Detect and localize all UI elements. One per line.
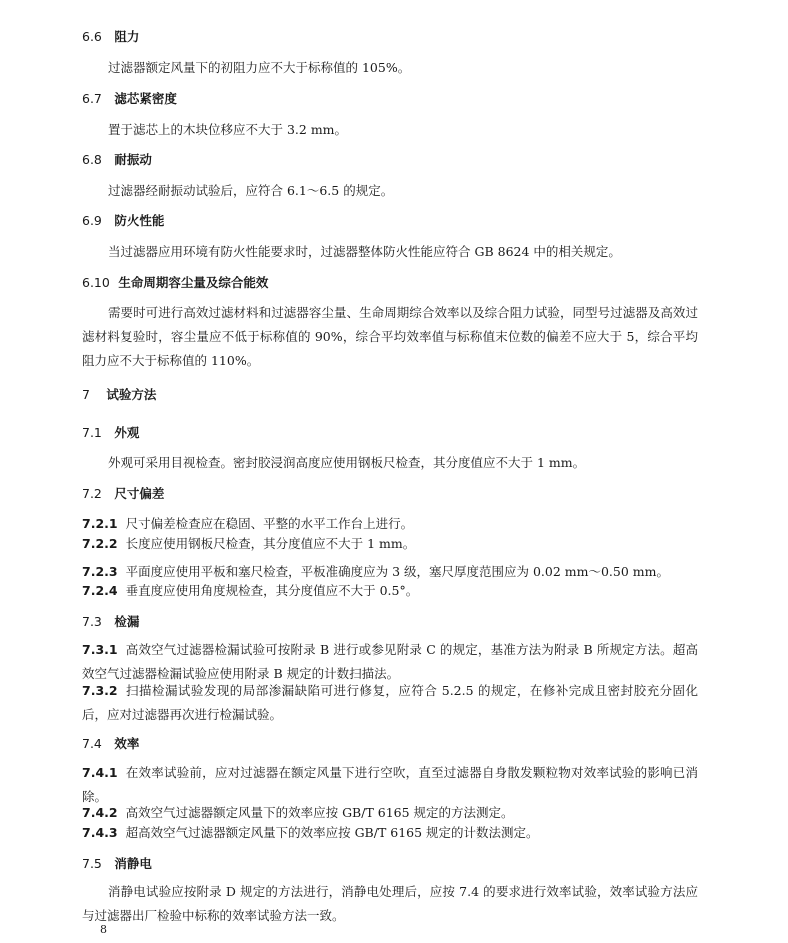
heading-title: 滤芯紧密度 — [114, 91, 177, 106]
heading-title: 生命周期容尘量及综合能效 — [118, 275, 269, 290]
heading-7-1 — [82, 424, 698, 441]
paragraph-6-8: 过滤器经耐振动试验后，应符合 6.1～6.5 的规定。 — [108, 183, 394, 198]
heading-title: 防火性能 — [114, 213, 165, 228]
clause-text: 垂直度应使用角度规检查，其分度值应不大于 0.5°。 — [125, 583, 419, 598]
heading-number: 6.9 — [82, 213, 102, 228]
paragraph-7-5: 消静电试验应按附录 D 规定的方法进行，消静电处理后，应按 7.4 的要求进行效率试验，效率试验方法应与过滤器出厂检验中标称的效率试验方法一致。 — [82, 884, 698, 923]
heading-number: 7 — [82, 387, 90, 402]
heading-6-8 — [82, 151, 698, 168]
heading-title: 消静电 — [114, 856, 152, 871]
heading-title: 阻力 — [114, 29, 140, 44]
heading-number: 6.6 — [82, 29, 102, 44]
heading-6-10 — [82, 274, 698, 291]
clause-7-2-2 — [82, 532, 698, 556]
clause-text: 高效空气过滤器检漏试验可按附录 B 进行或参见附录 C 的规定，基准方法为附录 B 所规定方法。超高效空气过滤器检漏试验应使用附录 B 规定的计数扫描法。 — [82, 642, 698, 681]
heading-number: 7.4 — [82, 736, 102, 751]
clause-text: 超高效空气过滤器额定风量下的效率应按 GB/T 6165 规定的计数法测定。 — [125, 825, 539, 840]
heading-number: 7.1 — [82, 425, 102, 440]
clause-7-3-2 — [82, 679, 698, 727]
heading-6-9 — [82, 212, 698, 229]
clause-number: 7.4.3 — [82, 825, 118, 840]
paragraph-6-10: 需要时可进行高效过滤材料和过滤器容尘量、生命周期综合效率以及综合阻力试验，同型号过滤器及高效过滤材料复验时，容尘量应不低于标称值的 90%，综合平均效率值与标称值末位数的偏差不应大于 5，综合平均阻力应不大于标称值的 110%。 — [82, 305, 698, 368]
heading-number: 7.2 — [82, 486, 102, 501]
heading-title: 外观 — [114, 425, 140, 440]
heading-number: 6.10 — [82, 275, 110, 290]
clause-number: 7.2.2 — [82, 536, 118, 551]
heading-7 — [82, 386, 698, 403]
clause-number: 7.3.1 — [82, 642, 118, 657]
page-number: 8 — [100, 923, 107, 936]
heading-number: 7.5 — [82, 856, 102, 871]
heading-title: 尺寸偏差 — [114, 486, 165, 501]
heading-7-5 — [82, 855, 698, 872]
clause-number: 7.4.1 — [82, 765, 118, 780]
paragraph-6-7: 置于滤芯上的木块位移应不大于 3.2 mm。 — [108, 122, 348, 137]
heading-6-6 — [82, 28, 698, 45]
clause-text: 在效率试验前，应对过滤器在额定风量下进行空吹，直至过滤器自身散发颗粒物对效率试验的影响已消除。 — [82, 765, 698, 804]
clause-7-2-4 — [82, 579, 698, 603]
heading-title: 检漏 — [114, 614, 140, 629]
paragraph-7-1: 外观可采用目视检查。密封胶浸润高度应使用钢板尺检查，其分度值应不大于 1 mm。 — [108, 455, 586, 470]
clause-text: 扫描检漏试验发现的局部渗漏缺陷可进行修复，应符合 5.2.5 的规定，在修补完成且密封胶充分固化后，应对过滤器再次进行检漏试验。 — [82, 683, 698, 722]
heading-7-2 — [82, 485, 698, 502]
heading-title: 效率 — [114, 736, 140, 751]
clause-number: 7.2.3 — [82, 564, 118, 579]
clause-text: 高效空气过滤器额定风量下的效率应按 GB/T 6165 规定的方法测定。 — [125, 805, 514, 820]
heading-title: 耐振动 — [114, 152, 152, 167]
clause-text: 长度应使用钢板尺检查，其分度值应不大于 1 mm。 — [125, 536, 416, 551]
paragraph-6-6: 过滤器额定风量下的初阻力应不大于标称值的 105%。 — [108, 60, 411, 75]
clause-number: 7.2.4 — [82, 583, 118, 598]
clause-text: 尺寸偏差检查应在稳固、平整的水平工作台上进行。 — [125, 516, 414, 531]
heading-number: 6.7 — [82, 91, 102, 106]
clause-number: 7.4.2 — [82, 805, 118, 820]
clause-7-4-3 — [82, 821, 698, 845]
heading-6-7 — [82, 90, 698, 107]
heading-7-3 — [82, 613, 698, 630]
heading-number: 7.3 — [82, 614, 102, 629]
heading-7-4 — [82, 735, 698, 752]
heading-number: 6.8 — [82, 152, 102, 167]
paragraph-6-9: 当过滤器应用环境有防火性能要求时，过滤器整体防火性能应符合 GB 8624 中的相关规定。 — [108, 244, 621, 259]
clause-text: 平面度应使用平板和塞尺检查，平板准确度应为 3 级，塞尺厚度范围应为 0.02 mm～0.50 mm。 — [125, 564, 669, 579]
heading-title: 试验方法 — [106, 387, 157, 402]
clause-number: 7.3.2 — [82, 683, 118, 698]
clause-number: 7.2.1 — [82, 516, 118, 531]
